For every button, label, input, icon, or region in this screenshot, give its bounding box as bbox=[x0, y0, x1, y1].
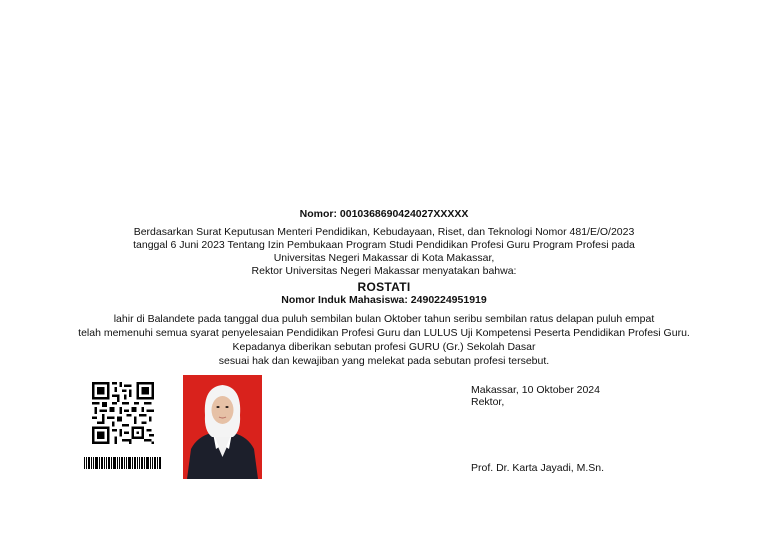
student-id: Nomor Induk Mahasiswa: 2490224951919 bbox=[281, 294, 487, 306]
qr-code-icon bbox=[92, 382, 154, 444]
statement-line: Kepadanya diberikan sebutan profesi GURU (Gr.) Sekolah Dasar bbox=[232, 341, 536, 353]
signature-place-date: Makassar, 10 Oktober 2024 bbox=[471, 384, 600, 396]
statement-line: telah memenuhi semua syarat penyelesaian Pendidikan Profesi Guru dan LULUS Uji Kompetensi Peserta Pendidikan Profesi Guru. bbox=[78, 327, 690, 339]
signature-role: Rektor, bbox=[471, 396, 505, 408]
certificate-number: Nomor: 0010368690424027XXXXX bbox=[299, 208, 469, 220]
intro-line: tanggal 6 Juni 2023 Tentang Izin Pembukaan Program Studi Pendidikan Profesi Guru Program Profesi pada bbox=[133, 239, 635, 251]
intro-line: Universitas Negeri Makassar di Kota Makassar, bbox=[273, 252, 495, 264]
barcode-icon bbox=[84, 457, 161, 469]
statement-paragraph bbox=[0, 312, 768, 368]
statement-line: lahir di Balandete pada tanggal dua puluh sembilan bulan Oktober tahun seribu sembilan ratus delapan puluh empat bbox=[113, 313, 655, 325]
student-name: ROSTATI bbox=[357, 280, 411, 294]
intro-line: Rektor Universitas Negeri Makassar menyatakan bahwa: bbox=[251, 265, 517, 277]
intro-paragraph bbox=[0, 226, 768, 278]
portrait-photo bbox=[183, 375, 262, 479]
signatory-name: Prof. Dr. Karta Jayadi, M.Sn. bbox=[471, 462, 605, 474]
intro-line: Berdasarkan Surat Keputusan Menteri Pendidikan, Kebudayaan, Riset, dan Teknologi Nomor 481/E/O/2023 bbox=[133, 226, 635, 238]
portrait-illustration bbox=[183, 375, 262, 479]
statement-line: sesuai hak dan kewajiban yang melekat pada sebutan profesi tersebut. bbox=[218, 355, 550, 367]
